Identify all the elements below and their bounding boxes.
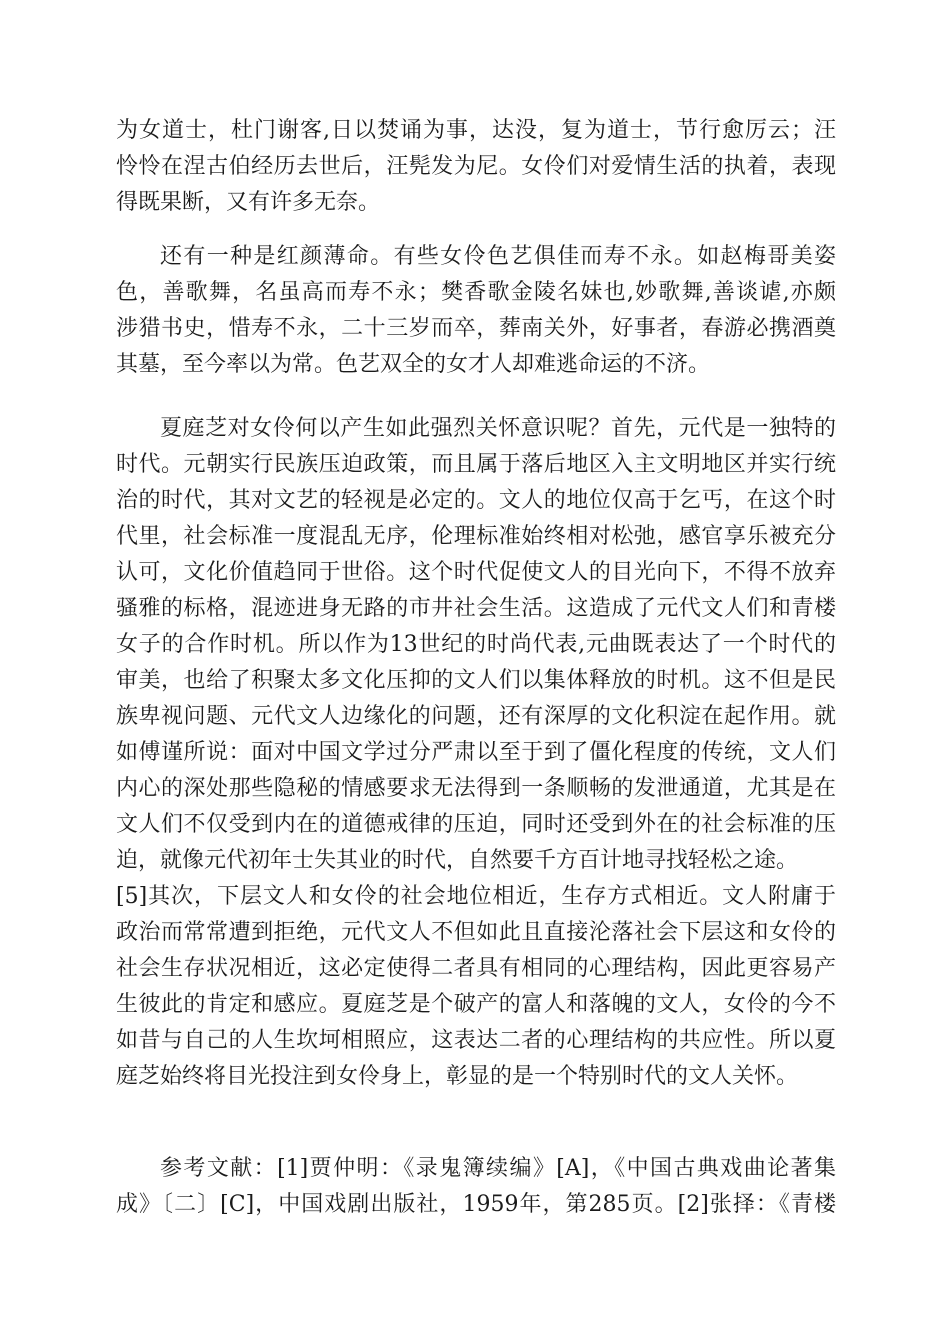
text-line: 代里，社会标准一度混乱无序，伦理标准始终相对松弛，感官享乐被充分 [116, 524, 836, 549]
text-line: 文人们不仅受到内在的道德戒律的压迫，同时还受到外在的社会标准的压 [116, 812, 836, 837]
text-line: 迫，就像元代初年士失其业的时代，自然要千方百计地寻找轻松之途。 [116, 848, 799, 873]
text-line: 骚雅的标格，混迹进身无路的市井社会生活。这造成了元代文人们和青楼 [116, 596, 836, 621]
text-line: 得既果断，又有许多无奈。 [116, 190, 381, 215]
text-line: 色，善歌舞，名虽高而寿不永；樊香歌金陵名妹也,妙歌舞,善谈谑,亦颇 [116, 280, 836, 305]
text-line: 女子的合作时机。所以作为13世纪的时尚代表,元曲既表达了一个时代的 [116, 632, 836, 657]
text-line: 族卑视问题、元代文人边缘化的问题，还有深厚的文化积淀在起作用。就 [116, 704, 836, 729]
text-line: 怜怜在涅古伯经历去世后，汪髡发为尼。女伶们对爱情生活的执着，表现 [116, 154, 836, 179]
text-line: [5]其次，下层文人和女伶的社会地位相近，生存方式相近。文人附庸于 [116, 884, 836, 909]
text-line: 时代。元朝实行民族压迫政策，而且属于落后地区入主文明地区并实行统 [116, 452, 836, 477]
paragraph-fate [116, 239, 836, 383]
text-line: 还有一种是红颜薄命。有些女伶色艺俱佳而寿不永。如赵梅哥美姿 [160, 244, 836, 269]
paragraph-analysis [116, 411, 836, 1095]
text-line: 生彼此的肯定和感应。夏庭芝是个破产的富人和落魄的文人，女伶的今不 [116, 992, 836, 1017]
text-line: 成》〔二〕[C]，中国戏剧出版社，1959年，第285页。[2]张择：《青楼 [116, 1192, 836, 1217]
text-line: 政治而常常遭到拒绝，元代文人不但如此且直接沦落社会下层这和女伶的 [116, 920, 836, 945]
text-line: 参考文献：[1]贾仲明：《录鬼簿续编》[A]，《中国古典戏曲论著集 [160, 1156, 836, 1181]
text-line: 庭芝始终将目光投注到女伶身上，彰显的是一个特别时代的文人关怀。 [116, 1064, 799, 1089]
text-line: 为女道士，杜门谢客,日以焚诵为事，达没，复为道士，节行愈厉云；汪 [116, 118, 836, 143]
paragraph-references [116, 1151, 836, 1223]
text-line: 内心的深处那些隐秘的情感要求无法得到一条顺畅的发泄通道，尤其是在 [116, 776, 836, 801]
text-line: 治的时代，其对文艺的轻视是必定的。文人的地位仅高于乞丐，在这个时 [116, 488, 836, 513]
text-line: 如昔与自己的人生坎坷相照应，这表达二者的心理结构的共应性。所以夏 [116, 1028, 836, 1053]
text-line: 如傅谨所说：面对中国文学过分严肃以至于到了僵化程度的传统，文人们 [116, 740, 836, 765]
text-line: 其墓，至今率以为常。色艺双全的女才人却难逃命运的不济。 [116, 352, 711, 377]
text-line: 社会生存状况相近，这必定使得二者具有相同的心理结构，因此更容易产 [116, 956, 836, 981]
text-line: 审美，也给了积聚太多文化压抑的文人们以集体释放的时机。这不但是民 [116, 668, 836, 693]
paragraph-nuns [116, 113, 836, 221]
text-line: 夏庭芝对女伶何以产生如此强烈关怀意识呢？首先，元代是一独特的 [160, 416, 836, 441]
text-line: 涉猎书史，惜寿不永，二十三岁而卒，葬南关外，好事者，春游必携酒奠 [116, 316, 836, 341]
text-line: 认可，文化价值趋同于世俗。这个时代促使文人的目光向下，不得不放弃 [116, 560, 836, 585]
